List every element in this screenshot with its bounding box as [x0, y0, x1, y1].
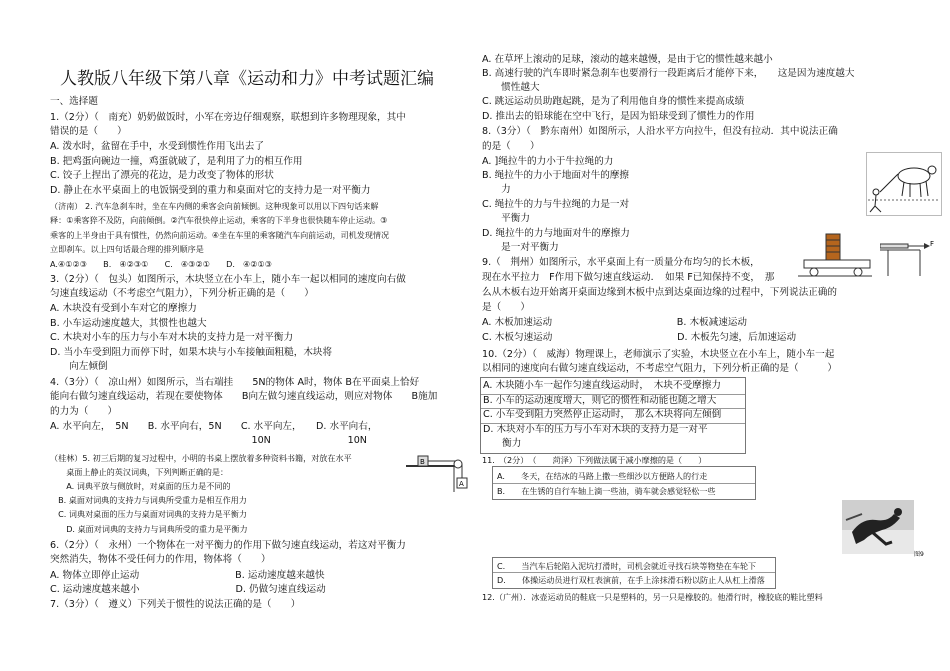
q11-heading: 11. （2分） （ 菏泽）下列做法属于减小摩擦的是（ ） [482, 455, 707, 465]
right-line: 10.（2分）（ 威海）物理课上，老师演示了实验，木块竖立在小车上，随小车一起 [482, 349, 835, 360]
cow-pulling-figure [866, 152, 942, 216]
left-line: A. 木块没有受到小车对它的摩擦力 [50, 303, 197, 314]
right-line: C. 跳远运动员助跑起跳，是为了利用他自身的惯性来提高成绩 [482, 96, 745, 107]
right-line: 是（ ） [482, 302, 530, 313]
q10-option: A. 木块随小车一起作匀速直线运动时， 木块不受摩擦力 [483, 380, 721, 391]
right-line: 以相同的速度向右做匀速直线运动，不考虑空气阻力，下列分析正确的是（ ） [482, 363, 837, 374]
left-line: 立即刹车。以上四句话最合理的排列顺序是 [50, 244, 204, 254]
left-line: A. 水平向左， 5N B. 水平向右，5N C. 水平向左， D. 水平向右， [50, 421, 378, 432]
left-line: 向左倾倒 [50, 361, 108, 372]
q12-text: 12.（广州）．冰壶运动员的鞋底一只是塑料的，另一只是橡胶的。他滑行时，橡胶底的鞋比塑料 [482, 592, 823, 602]
left-line: （桂林）5. 初三后期的复习过程中，小明的书桌上摆放着多种资料书籍，对放在水平 [50, 453, 352, 463]
q10-options-table [480, 377, 746, 454]
right-line: D. 推出去的铅球能在空中飞行，是因为铅球受到了惯性力的作用 [482, 111, 755, 122]
left-line: D. 桌面对词典的支持力与词典所受的重力是平衡力 [50, 524, 248, 534]
right-line: D. 绳拉牛的力与地面对牛的摩擦力 [482, 228, 630, 239]
right-line: C. 绳拉牛的力与牛拉绳的力是一对 [482, 199, 630, 210]
right-line: A. ]绳拉牛的力小于牛拉绳的力 [482, 156, 614, 167]
left-line: 错误的是（ ） [50, 126, 127, 137]
left-line: 能向右做匀速直线运动，若现在要使物体 B向左做匀速直线运动，则应对物体 B施加 [50, 391, 438, 402]
left-line: A. 物体立即停止运动 B. 运动速度越来越快 [50, 570, 325, 581]
right-line: 现在水平拉力 F作用下做匀速直线运动． 如果 F已知保持不变， 那 [482, 272, 775, 283]
block-on-cart-figure [796, 232, 874, 284]
left-line: C. 木块对小车的压力与小车对木块的支持力是一对平衡力 [50, 332, 294, 343]
right-line: 力 [482, 184, 511, 195]
right-line: 9.（ 荆州）如图所示，水平桌面上有一质量分布均匀的长木板， [482, 257, 760, 268]
left-line: 4.（3分）（ 凉山州）如图所示，当右端挂 5N的物体 A时，物体 B在平面桌上恰好 [50, 377, 420, 388]
q10-option: C. 小车受到阻力突然停止运动时， 那么木块将向左倾倒 [483, 409, 722, 420]
right-line: 惯性越大 [482, 82, 540, 93]
left-line: 释：①乘客猝不及防，向前倾倒。②汽车很快停止运动，乘客的下半身也很快随车停止运动。③ [50, 215, 388, 225]
left-line: 乘客的上半身由于具有惯性，仍然向前运动。④坐在车里的乘客随汽车向前运动，司机发现情况 [50, 230, 390, 240]
left-line: 匀速直线运动（不考虑空气阻力），下列分析正确的是（ ） [50, 288, 314, 299]
left-line: C. 饺子上捏出了漂亮的花边，是力改变了物体的形状 [50, 170, 274, 181]
right-line: C. 木板匀速运动 D. 木板先匀速，后加速运动 [482, 332, 797, 343]
left-line: D. 当小车受到阻力而停下时，如果木块与小车接触面粗糙，木块将 [50, 347, 333, 358]
block-a-label: A [459, 480, 464, 488]
speed-skater-figure [842, 500, 924, 558]
q11_options_top-option: A. 冬天，在结冰的马路上撒一些细沙以方便路人的行走 [497, 471, 708, 481]
q11-options-table-top [492, 466, 756, 500]
right-line: A. 木板加速运动 B. 木板减速运动 [482, 317, 748, 328]
q11_options_top-option: B. 在生锈的自行车轴上滴一些油，骑车就会感觉轻松一些 [497, 486, 716, 496]
right-line: 8.（3分）（ 黔东南州）如图所示，人沿水平方向拉牛，但没有拉动．其中说法正确 [482, 126, 838, 137]
left-line: 一、选择题 [50, 96, 98, 107]
force-label: F [930, 240, 935, 248]
pulley-figure [404, 450, 470, 494]
left-line: （济南） 2. 汽车急刹车时，坐在车内侧的乘客会向前倾倒。这种现象可以用以下四句话来解 [50, 201, 379, 211]
right-line: 是一对平衡力 [482, 242, 559, 253]
left-line: 桌面上静止的英汉词典，下列判断正确的是： [50, 467, 229, 477]
left-line: B. 小车运动速度越大，其惯性也越大 [50, 318, 207, 329]
left-line: B. 桌面对词典的支持力与词典所受重力是相互作用力 [50, 495, 247, 505]
left-line: 6.（2分）（ 永州）一个物体在一对平衡力的作用下做匀速直线运动，若这对平衡力 [50, 540, 406, 551]
right-line: 平衡力 [482, 213, 530, 224]
right-line: 的是（ ） [482, 141, 540, 152]
left-line: A.④①②③ B. ④②③① C. ④③②① D. ④②①③ [50, 259, 273, 269]
left-line: 突然消失，物体不受任何力的作用，物体将（ ） [50, 554, 271, 565]
left-line: 1.（2分）（ 南充）奶奶做饭时，小军在旁边仔细观察，联想到许多物理现象，其中 [50, 112, 406, 123]
right-line: A. 在草坪上滚动的足球，滚动的越来越慢，是由于它的惯性越来越小 [482, 54, 773, 65]
page-title: 人教版八年级下第八章《运动和力》中考试题汇编 [60, 69, 434, 89]
right-line: B. 绳拉牛的力小于地面对牛的摩擦 [482, 170, 629, 181]
right-line: B. 高速行驶的汽车即时紧急刹车也要滑行一段距离后才能停下来， 这是因为速度越大 [482, 68, 855, 79]
left-line: 7.（3分）（ 遵义）下列关于惯性的说法正确的是（ ） [50, 599, 301, 610]
q11-options-table-bottom [492, 557, 776, 589]
q10-option: 衡力 [483, 438, 522, 449]
figure-caption: 图9 [914, 551, 924, 558]
q11_options_bottom-option: C. 当汽车后轮陷入泥坑打滑时，司机会就近寻找石块等物垫在车轮下 [497, 561, 757, 571]
left-line: C. 运动速度越来越小 D. 仍做匀速直线运动 [50, 584, 326, 595]
left-line: B. 把鸡蛋向碗边一撞，鸡蛋就破了，是利用了力的相互作用 [50, 156, 303, 167]
left-line: A. 词典平放与侧放时，对桌面的压力是不同的 [50, 481, 231, 491]
right-line: 么从木板右边开始离开桌面边缘到木板中点到达桌面边缘的过程中，下列说法正确的 [482, 287, 837, 298]
board-on-table-figure [880, 238, 942, 278]
left-line: C. 词典对桌面的压力与桌面对词典的支持力是平衡力 [50, 509, 247, 519]
left-line: D. 静止在水平桌面上的电饭锅受到的重力和桌面对它的支持力是一对平衡力 [50, 185, 371, 196]
q11_options_bottom-option: D. 体操运动员进行双杠表演前，在手上涂抹滑石粉以防止人从杠上滑落 [497, 575, 765, 585]
left-line: 3.（2分）（ 包头）如图所示，木块竖立在小车上，随小车一起以相同的速度向右做 [50, 274, 406, 285]
left-line: 10N 10N [50, 435, 367, 446]
left-line: 的力为（ ） [50, 406, 118, 417]
q10-option: D. 木块对小车的压力与小车对木块的支持力是一对平 [483, 424, 708, 435]
left-line: A. 泼水时，盆留在手中，水受到惯性作用飞出去了 [50, 141, 264, 152]
block-b-label: B [420, 458, 425, 466]
q10-option: B. 小车的运动速度增大，则它的惯性和动能也随之增大 [483, 395, 717, 406]
